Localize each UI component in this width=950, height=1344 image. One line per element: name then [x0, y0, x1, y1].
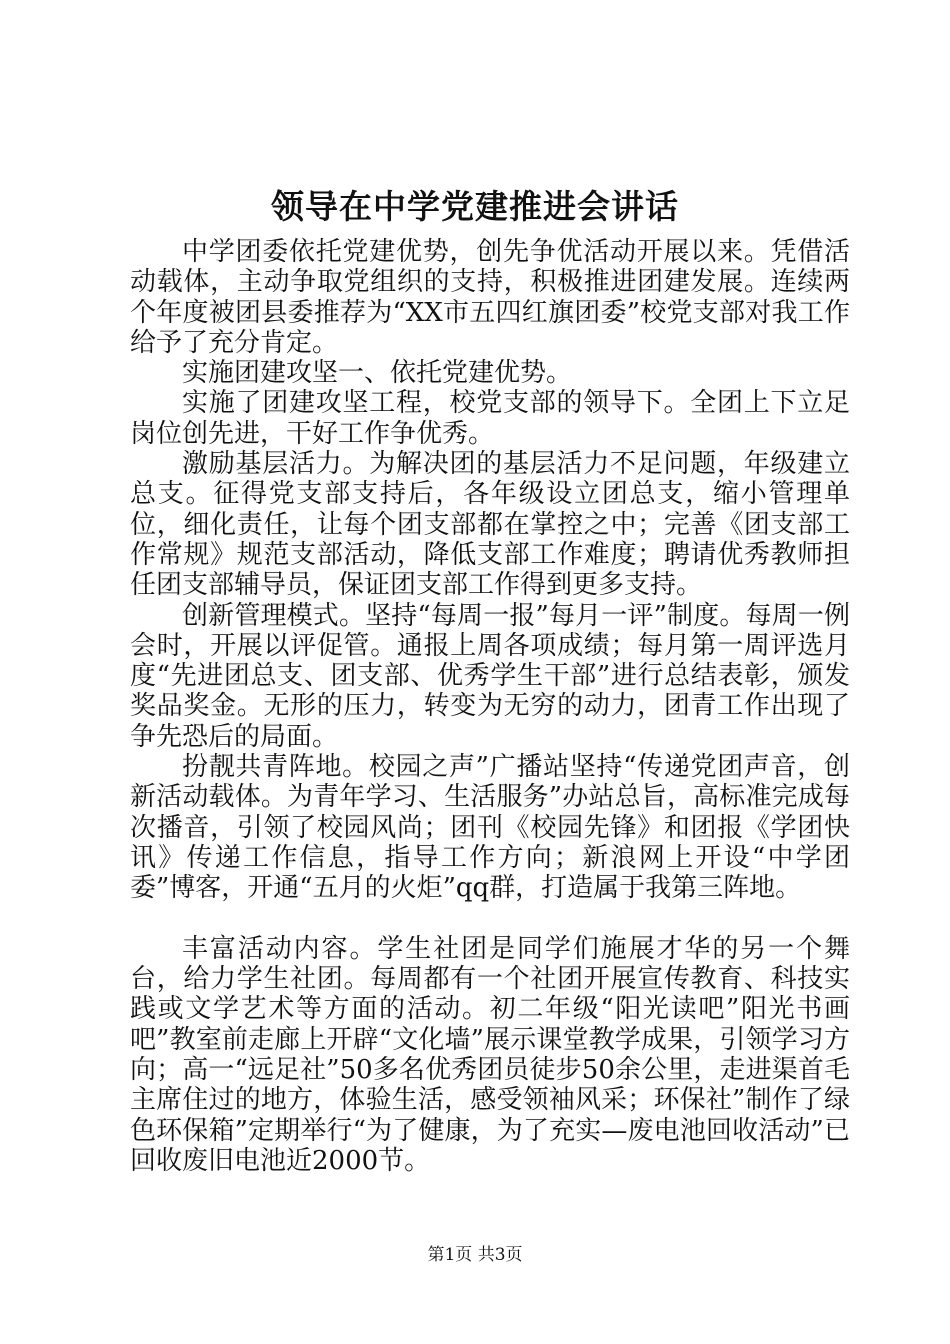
document-body	[130, 237, 850, 1176]
page-number-footer: 第1页 共3页	[427, 1245, 523, 1265]
paragraph-positions: 扮靓共青阵地。校园之声”广播站坚持“传递党团声音，创新活动载体。为青年学习、生活服务”办站总旨，高标准完成每次播音，引领了校园风尚；团刊《校园先锋》和团报《学团快讯》传递工作信息，指导工作方向；新浪网上开设“中学团委”博客，开通“五月的火炬”qq群，打造属于我第三阵地。	[130, 752, 850, 904]
paragraph-management: 创新管理模式。坚持“每周一报”每月一评”制度。每周一例会时，开展以评促管。通报上周各项成绩；每月第一周评选月度“先进团总支、团支部、优秀学生干部”进行总结表彰，颁发奖品奖金。无形的压力，转变为无穷的动力，团青工作出现了争先恐后的局面。	[130, 600, 850, 752]
paragraph-intro: 中学团委依托党建优势，创先争优活动开展以来。凭借活动载体，主动争取党组织的支持，积极推进团建发展。连续两个年度被团县委推荐为“XX市五四红旗团委”校党支部对我工作给予了充分肯定。	[130, 237, 850, 358]
paragraph-project: 实施了团建攻坚工程，校党支部的领导下。全团上下立足岗位创先进，干好工作争优秀。	[130, 388, 850, 449]
paragraph-section-heading: 实施团建攻坚一、依托党建优势。	[182, 358, 573, 389]
paragraph-grassroots: 激励基层活力。为解决团的基层活力不足问题，年级建立总支。征得党支部支持后，各年级设立团总支，缩小管理单位，细化责任，让每个团支部都在掌控之中；完善《团支部工作常规》规范支部活动，降低支部工作难度；聘请优秀教师担任团支部辅导员，保证团支部工作得到更多支持。	[130, 449, 850, 601]
paragraph-activities: 丰富活动内容。学生社团是同学们施展才华的另一个舞台，给力学生社团。每周都有一个社团开展宣传教育、科技实践或文学艺术等方面的活动。初二年级“阳光读吧”阳光书画吧”教室前走廊上开辟“文化墙”展示课堂教学成果，引领学习方向；高一“远足社”50多名优秀团员徒步50余公里，走进渠首毛主席住过的地方，体验生活，感受领袖风采；环保社”制作了绿色环保箱”定期举行“为了健康，为了充实—废电池回收活动”已回收废旧电池近2000节。	[130, 933, 850, 1176]
document-title: 领导在中学党建推进会讲话	[271, 187, 679, 226]
